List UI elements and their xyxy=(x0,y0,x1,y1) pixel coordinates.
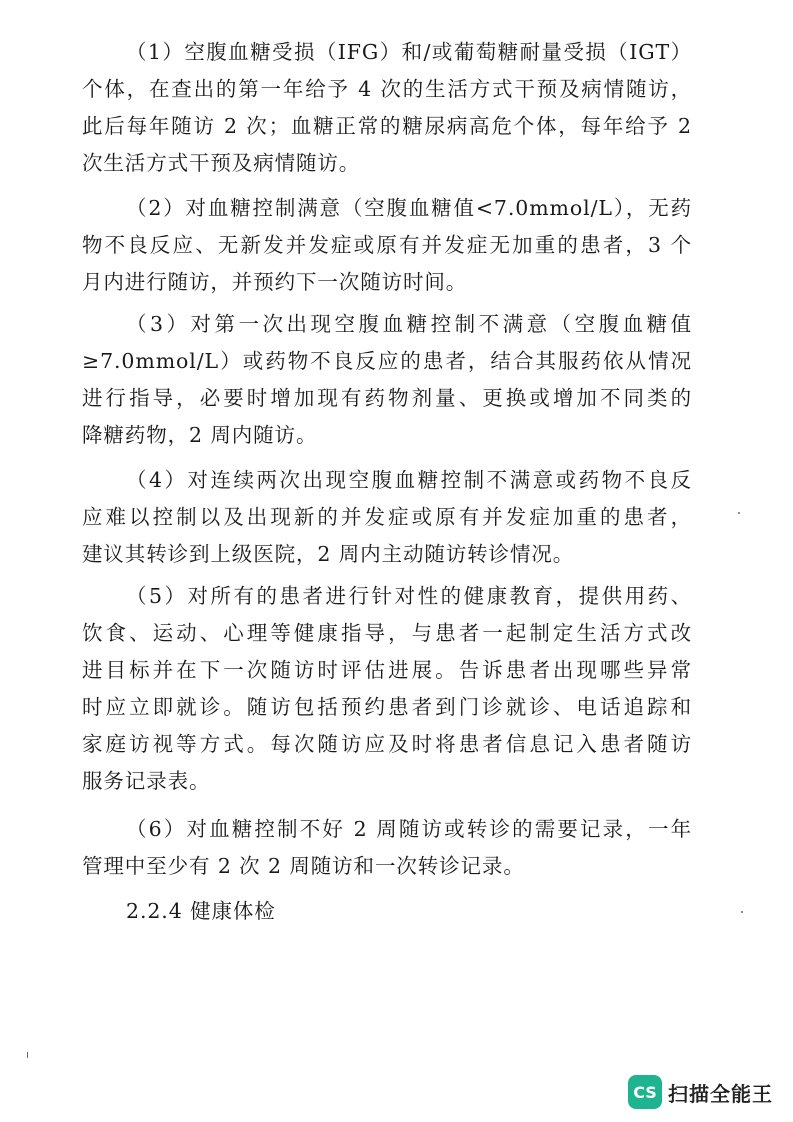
paragraph-line: （2）对血糖控制满意（空腹血糖值<7.0mmol/L），无药 xyxy=(126,196,692,220)
paragraph-line: 应难以控制以及出现新的并发症或原有并发症加重的患者， xyxy=(82,505,692,529)
paragraph-line: 月内进行随访，并预约下一次随访时间。 xyxy=(82,270,468,294)
paragraph-line: 降糖药物，2 周内随访。 xyxy=(82,423,318,447)
paragraph-line: （1）空腹血糖受损（IFG）和/或葡萄糖耐量受损（IGT） xyxy=(126,40,692,64)
watermark xyxy=(628,1072,773,1112)
paragraph-line: 家庭访视等方式。每次随访应及时将患者信息记入患者随访 xyxy=(82,732,692,756)
watermark-text: 扫描全能王 xyxy=(668,1081,773,1106)
scan-speck xyxy=(738,512,740,514)
paragraph-line: 物不良反应、无新发并发症或原有并发症无加重的患者，3 个 xyxy=(82,233,692,257)
paragraph-line: 进目标并在下一次随访时评估进展。告诉患者出现哪些异常 xyxy=(82,658,692,682)
paragraph-line: 服务记录表。 xyxy=(82,769,211,793)
paragraph-6 xyxy=(82,811,692,885)
paragraph-line: ≥7.0mmol/L）或药物不良反应的患者，结合其服药依从情况 xyxy=(82,349,692,373)
paragraph-line: （6）对血糖控制不好 2 周随访或转诊的需要记录，一年 xyxy=(126,817,692,841)
paragraph-line: （5）对所有的患者进行针对性的健康教育，提供用药、 xyxy=(126,584,692,608)
scan-speck xyxy=(741,911,743,913)
paragraph-line: 饮食、运动、心理等健康指导，与患者一起制定生活方式改 xyxy=(82,621,692,645)
paragraph-line: 此后每年随访 2 次；血糖正常的糖尿病高危个体，每年给予 2 xyxy=(82,114,692,138)
paragraph-5 xyxy=(82,578,692,800)
camscanner-logo-icon: CS xyxy=(628,1075,662,1109)
paragraph-line: 建议其转诊到上级医院，2 周内主动随访转诊情况。 xyxy=(82,542,575,566)
scan-speck xyxy=(27,1052,28,1058)
paragraph-line: （3）对第一次出现空腹血糖控制不满意（空腹血糖值 xyxy=(126,312,692,336)
paragraph-line: 个体，在查出的第一年给予 4 次的生活方式干预及病情随访， xyxy=(82,77,692,101)
section-heading: 2.2.4 健康体检 xyxy=(126,899,276,923)
paragraph-line: 时应立即就诊。随访包括预约患者到门诊就诊、电话追踪和 xyxy=(82,695,692,719)
paragraph-line: 管理中至少有 2 次 2 周随访和一次转诊记录。 xyxy=(82,854,525,878)
paragraph-2 xyxy=(82,190,692,301)
paragraph-4 xyxy=(82,462,692,573)
paragraph-1 xyxy=(82,34,692,182)
paragraph-3 xyxy=(82,306,692,454)
paragraph-line: 次生活方式干预及病情随访。 xyxy=(82,151,361,175)
paragraph-line: （4）对连续两次出现空腹血糖控制不满意或药物不良反 xyxy=(126,468,692,492)
paragraph-line: 进行指导，必要时增加现有药物剂量、更换或增加不同类的 xyxy=(82,386,692,410)
